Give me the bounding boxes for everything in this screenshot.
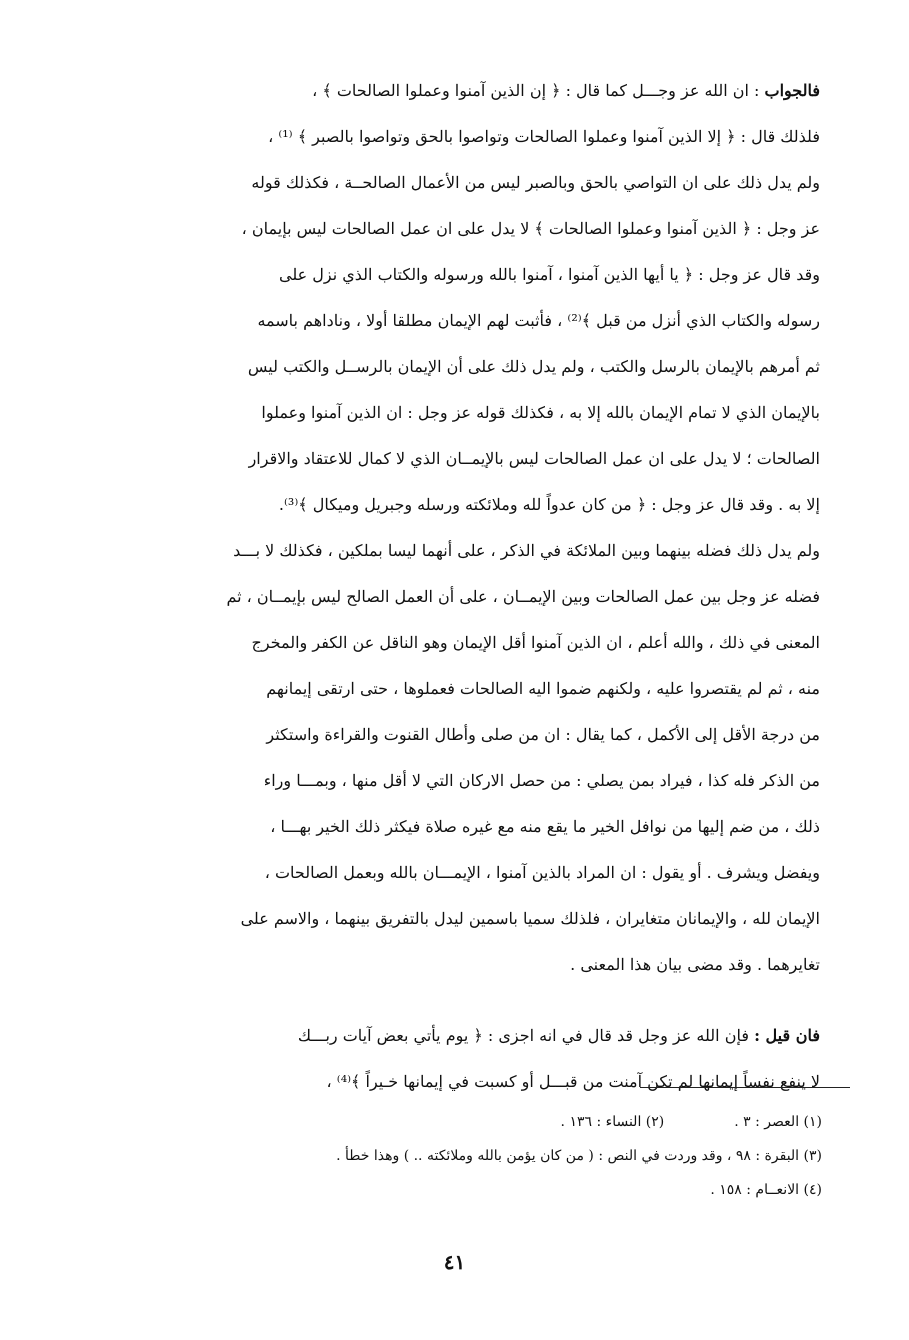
text-line: ولم يدل ذلك على ان التواصي بالحق وبالصبر ليس من الأعمال الصالحــة ، فكذلك قوله [251,173,820,192]
text-line: من درجة الأقل إلى الأكمل ، كما يقال : ان من صلى وأطال القنوت والقراءة واستكثر [266,725,820,744]
text-line: رسوله والكتاب الذي أنزل من قبل ﴾⁽²⁾ ، فأثبت لهم الإيمان مطلقا أولا ، وناداهم باسمه [257,311,820,330]
text-line: فضله عز وجل بين عمل الصالحات وبين الإيمــان ، على أن العمل الصالح ليس بإيمــان ، ثم [226,587,820,606]
text-line: المعنى في ذلك ، والله أعلم ، ان الذين آمنوا أقل الإيمان وهو الناقل عن الكفر والمخرج [251,633,820,652]
text-line: فالجواب : ان الله عز وجـــل كما قال : ﴿ إن الذين آمنوا وعملوا الصالحات ﴾ ، [312,81,820,100]
text-line: الصالحات ؛ لا يدل على ان عمل الصالحات ليس بالإيمــان الذي لا كمال للاعتقاد والاقرار [248,449,820,468]
question-label: فان قيل : [754,1026,820,1045]
text-line: ولم يدل ذلك فضله بينهما وبين الملائكة في الذكر ، على أنهما ليسا بملكين ، فكذلك لا بـــد [233,541,820,560]
text-line: لا ينفع نفساً إيمانها لم تكن آمنت من قبـــل أو كسبت في إيمانها خـيراً ﴾⁽⁴⁾ ، [326,1072,820,1091]
main-text [92,68,820,1105]
footnote-2: (٢) النساء : ١٣٦ . [560,1114,665,1130]
text-line: منه ، ثم لم يقتصروا عليه ، ولكنهم ضموا اليه الصالحات فعملوها ، حتى ارتقى إيمانهم [266,679,820,698]
footnote-divider [640,1087,850,1088]
answer-label: فالجواب [764,81,820,100]
text-line: عز وجل : ﴿ الذين آمنوا وعملوا الصالحات ﴾ لا يدل على ان عمل الصالحات ليس بإيمان ، [241,219,820,238]
text-line: ذلك ، من ضم إليها من نوافل الخير ما يقع منه مع غيره صلاة فيكثر ذلك الخير بهـــا ، [270,817,820,836]
text-line: وقد قال عز وجل : ﴿ يا أيها الذين آمنوا ، آمنوا بالله ورسوله والكتاب الذي نزل على [279,265,820,284]
footnote-3: (٣) البقرة : ٩٨ ، وقد وردت في النص : ( من كان يؤمن بالله وملائكته .. ) وهذا خطأ . [336,1148,822,1164]
paragraph-gap [92,988,820,1013]
text-line: بالإيمان الذي لا تمام الإيمان بالله إلا به ، فكذلك قوله عز وجل : ان الذين آمنوا وعملوا [261,403,820,422]
text-line: فان قيل : فإن الله عز وجل قد قال في انه اجزى : ﴿ يوم يأتي بعض آيات ربـــك [297,1026,820,1045]
footnote-4: (٤) الانعــام : ١٥٨ . [710,1182,822,1198]
text-line: تغايرهما . وقد مضى بيان هذا المعنى . [570,955,820,974]
text-line: من الذكر فله كذا ، فيراد بمن يصلي : من حصل الاركان التي لا أقل منها ، وبمـــا وراء [263,771,820,790]
footnotes [100,1105,822,1207]
text-line: ثم أمرهم بالإيمان بالرسل والكتب ، ولم يدل ذلك على أن الإيمان بالرســل والكتب ليس [247,357,820,376]
page-number: ٤١ [443,1250,466,1274]
footnote-line [100,1105,822,1139]
text-line: إلا به . وقد قال عز وجل : ﴿ من كان عدواً لله وملائكته ورسله وجبريل وميكال ﴾⁽³⁾. [278,495,820,514]
text-line: ويفضل ويشرف . أو يقول : ان المراد بالذين آمنوا ، الإيمـــان بالله وبعمل الصالحات ، [264,863,820,882]
text-line: فلذلك قال : ﴿ إلا الذين آمنوا وعملوا الصالحات وتواصوا بالحق وتواصوا بالصبر ﴾ ⁽¹⁾ ، [268,127,820,146]
text-line: الإيمان لله ، والإيمانان متغايران ، فلذلك سميا باسمين ليدل بالتفريق بينهما ، والاسم على [240,909,820,928]
footnote-1: (١) العصر : ٣ . [734,1114,822,1130]
